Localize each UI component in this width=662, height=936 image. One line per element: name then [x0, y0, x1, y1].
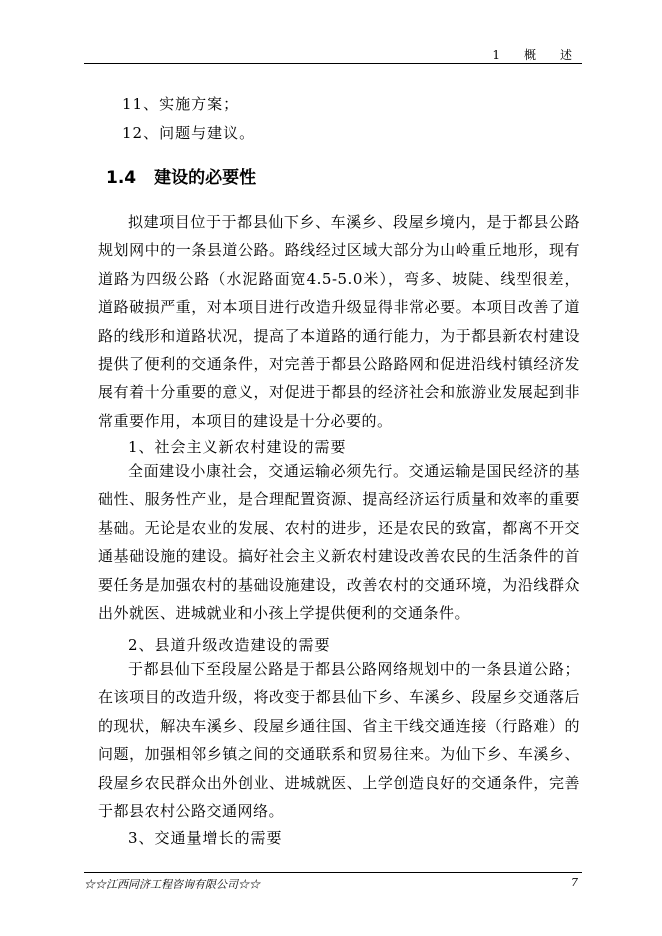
intro-paragraph: 拟建项目位于于都县仙下乡、车溪乡、段屋乡境内，是于都县公路规划网中的一条县道公路。路线经过区域大部分为山岭重丘地形，现有道路为四级公路（水泥路面宽4.5-5.0米），弯多、坡陡、线型很差，道路破损严重，对本项目进行改造升级显得非常必要。本项目改善了道路的线形和道路状况，提高了本道路的通行能力，为于都县新农村建设提供了便利的交通条件，对完善于都县公路路网和促进沿线村镇经济发展有着十分重要的意义，对促进于都县的经济社会和旅游业发展起到非常重要作用，本项目的建设是十分必要的。: [98, 213, 580, 430]
section-title: 建设的必要性: [154, 168, 257, 188]
footer-company: ☆☆江西同济工程咨询有限公司☆☆: [84, 878, 260, 891]
page-number: 7: [571, 876, 578, 889]
header-divider: [84, 63, 582, 64]
paragraph-1: 全面建设小康社会，交通运输必须先行。交通运输是国民经济的基础性、服务性产业，是合理配置资源、提高经济运行质量和效率的重要基础。无论是农业的发展、农村的进步，还是农民的致富，都离不开交通基础设施的建设。搞好社会主义新农村建设改善农民的生活条件的首要任务是加强农村的基础设施建设，改善农村的交通环境，为沿线群众出外就医、进城就业和小孩上学提供便利的交通条件。: [98, 462, 580, 623]
section-heading: [106, 163, 256, 188]
section-number: 1.4: [106, 168, 137, 188]
footer-divider: [84, 872, 582, 873]
paragraph-2: 于都县仙下至段屋公路是于都县公路网络规划中的一条县道公路；在该项目的改造升级，将改变于都县仙下乡、车溪乡、段屋乡交通落后的现状，解决车溪乡、段屋乡通往国、省主干线交通连接（行路难）的问题，加强相邻乡镇之间的交通联系和贸易往来。为仙下乡、车溪乡、段屋乡农民群众出外创业、进城就医、上学创造良好的交通条件，完善于都县农村公路交通网络。: [98, 660, 580, 821]
list-item-11: 11、实施方案；: [122, 95, 240, 113]
subheading-3: 3、交通量增长的需要: [128, 829, 283, 847]
subheading-1: 1、社会主义新农村建设的需要: [128, 438, 347, 456]
list-item-12: 12、问题与建议。: [122, 124, 256, 142]
chapter-header: 1 概 述: [492, 48, 578, 62]
subheading-2: 2、县道升级改造建设的需要: [128, 636, 331, 654]
